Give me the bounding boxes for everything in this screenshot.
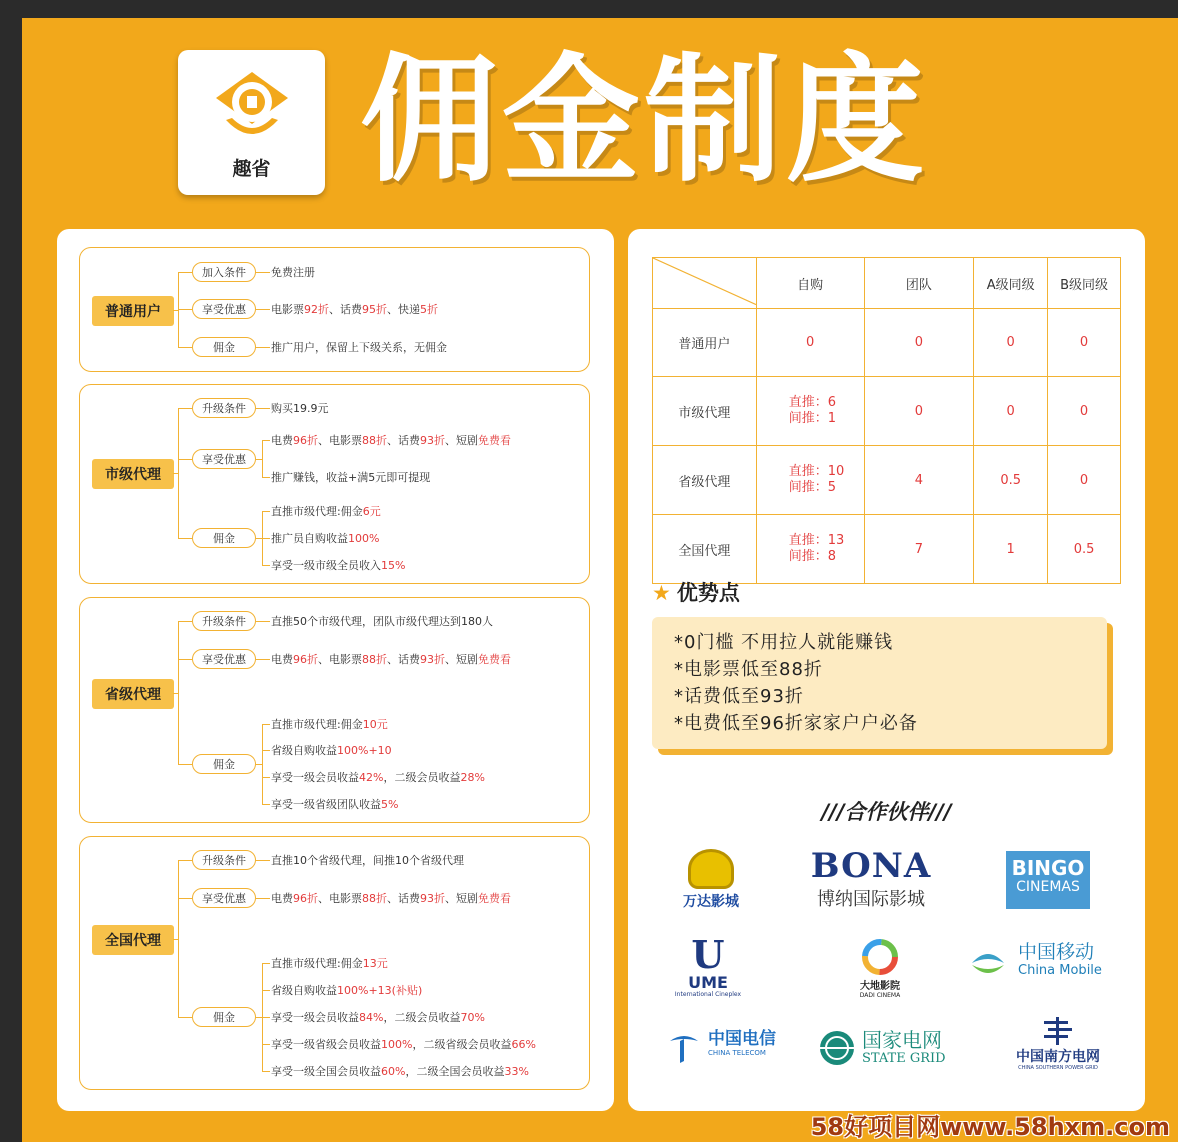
item-text: ，二级省级会员收益 — [412, 1038, 512, 1051]
item-text: 、短剧 — [445, 434, 478, 447]
tree-branch-line — [178, 860, 192, 1017]
state-grid-name: 国家电网 — [862, 1028, 942, 1052]
row-team: 4 — [864, 446, 974, 515]
row-self: 0 — [756, 309, 864, 377]
bona-logo — [806, 847, 936, 911]
highlight-value: 100%+13(补贴) — [337, 984, 423, 997]
china-mobile-name: 中国移动 — [1018, 941, 1095, 963]
row-b: 0.5 — [1048, 515, 1121, 584]
tier-label: 全国代理 — [92, 925, 174, 955]
item-text: 、话费 — [387, 892, 420, 905]
row-b: 0 — [1048, 446, 1121, 515]
tree-branch-line — [178, 408, 192, 538]
benefit-item — [271, 400, 329, 416]
tree-connector — [256, 272, 270, 273]
highlight-value: 96折 — [293, 434, 318, 447]
item-text: 省级自购收益 — [271, 744, 337, 757]
tiers-panel — [57, 229, 614, 1111]
china-southern-grid-sub: CHINA SOUTHERN POWER GRID — [1018, 1065, 1098, 1071]
item-text: 享受一级会员收益 — [271, 771, 359, 784]
tree-connector — [262, 963, 270, 964]
highlight-value: 60% — [381, 1065, 406, 1078]
tree-node: 佣金 — [192, 754, 256, 774]
row-self — [756, 446, 864, 515]
tree-node: 佣金 — [192, 1007, 256, 1027]
dadi-name: 大地影院 — [860, 981, 900, 992]
tier-label: 省级代理 — [92, 679, 174, 709]
tree-connector — [262, 477, 270, 478]
dadi-sub: DADI CINEMA — [859, 992, 901, 999]
benefit-item — [271, 1036, 536, 1052]
bingo-name: BINGO — [1011, 856, 1085, 880]
highlight-value: 6元 — [362, 505, 381, 518]
china-telecom-icon — [666, 1029, 702, 1065]
tree-connector — [262, 804, 270, 805]
tree-connector — [256, 860, 270, 861]
table-row — [653, 309, 1121, 377]
watermark: 58好项目网www.58hxm.com — [810, 1113, 1170, 1141]
item-text: 享受一级会员收益 — [271, 1011, 359, 1024]
tree-connector — [178, 459, 192, 460]
china-mobile-icon — [968, 943, 1008, 983]
direct-value: 直推：13 — [788, 533, 845, 549]
brand-logo — [178, 50, 325, 195]
item-text: 免费注册 — [271, 266, 315, 279]
tree-connector — [262, 1044, 270, 1045]
tier-label: 市级代理 — [92, 459, 174, 489]
highlight-value: 5折 — [420, 303, 438, 316]
benefit-item — [271, 982, 422, 998]
tree-connector — [173, 693, 179, 694]
tree-node: 升级条件 — [192, 398, 256, 418]
row-self — [756, 377, 864, 446]
item-text: 推广赚钱，收益+满5元即可提现 — [271, 471, 431, 484]
china-telecom-sub: CHINA TELECOM — [708, 1049, 766, 1057]
tree-connector — [178, 764, 192, 765]
brand-name: 趣省 — [232, 158, 271, 180]
highlight-value: 96折 — [293, 892, 318, 905]
direct-value: 直推：6 — [788, 395, 836, 411]
star-icon: ★ — [652, 581, 671, 605]
item-text: 享受一级省级团队收益 — [271, 798, 381, 811]
tree-connector — [262, 750, 270, 751]
highlight-value: 100% — [381, 1038, 413, 1051]
item-text: ，二级会员收益 — [383, 1011, 461, 1024]
benefit-item — [271, 301, 438, 317]
state-grid-sub: STATE GRID — [862, 1051, 946, 1066]
tree-connector — [262, 990, 270, 991]
benefit-item — [271, 557, 405, 573]
direct-value: 直推：10 — [788, 464, 845, 480]
row-name: 普通用户 — [653, 309, 757, 377]
china-southern-grid-name: 中国南方电网 — [1016, 1049, 1100, 1065]
highlight-value: 42% — [359, 771, 384, 784]
tree-connector — [262, 538, 270, 539]
tree-connector — [262, 1017, 270, 1018]
table-row — [653, 377, 1121, 446]
highlight-value: 10元 — [362, 718, 388, 731]
tree-connector — [178, 538, 192, 539]
item-text: 、快递 — [387, 303, 420, 316]
tree-node: 佣金 — [192, 337, 256, 357]
highlight-value: 33% — [504, 1065, 529, 1078]
tree-node: 加入条件 — [192, 262, 256, 282]
highlight-value: 13元 — [362, 957, 388, 970]
item-text: 、话费 — [329, 303, 362, 316]
item-text: 电费 — [271, 653, 293, 666]
highlight-value: 28% — [460, 771, 485, 784]
table-corner — [653, 258, 757, 309]
item-text: 、电影票 — [318, 434, 362, 447]
row-self — [756, 515, 864, 584]
highlight-value: 93折 — [420, 653, 445, 666]
row-name: 省级代理 — [653, 446, 757, 515]
highlight-value: 88折 — [362, 434, 387, 447]
benefit-item — [271, 1063, 529, 1079]
row-team: 0 — [864, 377, 974, 446]
item-text: 电费 — [271, 892, 293, 905]
highlight-value: 96折 — [293, 653, 318, 666]
item-text: 、电影票 — [318, 892, 362, 905]
highlight-value: 100%+10 — [337, 744, 392, 757]
tree-connector — [178, 621, 192, 622]
benefit-item — [271, 955, 388, 971]
china-mobile-sub: China Mobile — [1018, 963, 1102, 978]
tree-node: 享受优惠 — [192, 299, 256, 319]
benefit-item — [271, 503, 381, 519]
tree-connector — [262, 724, 270, 725]
item-text: 电费 — [271, 434, 293, 447]
tree-connector — [178, 347, 192, 348]
sub-branch-line — [262, 724, 270, 804]
indirect-value: 间推：5 — [788, 480, 836, 496]
benefit-item — [271, 530, 379, 546]
tree-connector — [173, 473, 179, 474]
highlight-value: 100% — [348, 532, 380, 545]
highlight-value: 免费看 — [478, 892, 511, 905]
item-text: 享受一级省级会员收益 — [271, 1038, 381, 1051]
wanda-name: 万达影城 — [683, 894, 739, 910]
state-grid-logo — [818, 1029, 968, 1066]
item-text: 直推市级代理:佣金 — [271, 957, 363, 970]
tree-connector — [178, 898, 192, 899]
row-a: 0 — [974, 309, 1048, 377]
item-text: 、话费 — [387, 653, 420, 666]
row-a: 1 — [974, 515, 1048, 584]
tree-connector — [256, 659, 270, 660]
highlight-value: 5% — [381, 798, 399, 811]
highlight-value: 免费看 — [478, 653, 511, 666]
tree-connector — [178, 408, 192, 409]
item-text: 、短剧 — [445, 653, 478, 666]
benefit-item — [271, 742, 392, 758]
benefit-item — [271, 890, 511, 906]
item-text: 享受一级市级全员收入 — [271, 559, 381, 572]
item-text: 、话费 — [387, 434, 420, 447]
indirect-value: 间推：8 — [788, 549, 836, 565]
item-text: 直推市级代理:佣金 — [271, 505, 363, 518]
advantages-title — [652, 577, 740, 607]
state-grid-icon — [818, 1029, 856, 1067]
benefit-item — [271, 613, 493, 629]
highlight-value: 免费看 — [478, 434, 511, 447]
tree-connector — [256, 347, 270, 348]
benefit-item — [271, 1009, 485, 1025]
benefit-item — [271, 769, 485, 785]
highlight-value: 15% — [381, 559, 406, 572]
tree-connector — [178, 1017, 192, 1018]
tree-node: 享受优惠 — [192, 649, 256, 669]
tree-connector — [256, 764, 262, 765]
highlight-value: 93折 — [420, 892, 445, 905]
tree-connector — [256, 898, 270, 899]
advantage-item: *话费低至93折 — [674, 686, 804, 707]
tree-branch-line — [178, 621, 192, 764]
advantage-item: *0门槛 不用拉人就能赚钱 — [674, 632, 894, 653]
bona-name: BONA — [810, 846, 932, 886]
bingo-logo — [1006, 851, 1090, 909]
tree-node: 享受优惠 — [192, 888, 256, 908]
partners-title: ///合作伙伴/// — [821, 800, 952, 824]
tree-connector — [178, 309, 192, 310]
indirect-value: 间推：1 — [788, 411, 836, 427]
header-team: 团队 — [864, 258, 974, 309]
tree-connector — [256, 621, 270, 622]
sub-branch-line — [262, 440, 270, 477]
advantage-item: *电费低至96折家家户户必备 — [674, 713, 918, 734]
ume-sub: International Cineplex — [674, 991, 742, 998]
row-name: 市级代理 — [653, 377, 757, 446]
benefit-item — [271, 852, 464, 868]
item-text: ，二级会员收益 — [383, 771, 461, 784]
row-name: 全国代理 — [653, 515, 757, 584]
advantages-title-text: 优势点 — [676, 581, 740, 605]
row-b: 0 — [1048, 377, 1121, 446]
page-title: 佣金制度 — [360, 40, 929, 201]
highlight-value: 66% — [511, 1038, 536, 1051]
highlight-value: 95折 — [362, 303, 387, 316]
tree-connector — [262, 565, 270, 566]
tree-connector — [262, 1071, 270, 1072]
benefit-item — [271, 796, 398, 812]
bona-sub: 博纳国际影城 — [817, 889, 925, 910]
benefit-item — [271, 651, 511, 667]
header-self: 自购 — [756, 258, 864, 309]
summary-panel — [628, 229, 1145, 1111]
china-telecom-logo — [666, 1029, 786, 1057]
row-a: 0.5 — [974, 446, 1048, 515]
table-row — [653, 515, 1121, 584]
highlight-value: 84% — [359, 1011, 384, 1024]
tree-connector — [178, 659, 192, 660]
highlight-value: 93折 — [420, 434, 445, 447]
tree-connector — [178, 860, 192, 861]
item-text: 推广用户，保留上下级关系，无佣金 — [271, 341, 447, 354]
item-text: 省级自购收益 — [271, 984, 337, 997]
row-a: 0 — [974, 377, 1048, 446]
item-text: 直推10个省级代理，间推10个省级代理 — [271, 854, 464, 867]
item-text: 直推市级代理:佣金 — [271, 718, 363, 731]
item-text: 电影票 — [271, 303, 304, 316]
ume-name: UME — [688, 973, 728, 992]
china-mobile-logo — [968, 941, 1108, 978]
tree-connector — [256, 459, 262, 460]
row-b: 0 — [1048, 309, 1121, 377]
tree-connector — [262, 777, 270, 778]
benefit-item — [271, 339, 447, 355]
china-telecom-name: 中国电信 — [708, 1029, 776, 1049]
row-team: 7 — [864, 515, 974, 584]
tree-node: 升级条件 — [192, 611, 256, 631]
item-text: 享受一级全国会员收益 — [271, 1065, 381, 1078]
tree-connector — [262, 440, 270, 441]
highlight-value: 88折 — [362, 892, 387, 905]
benefit-item — [271, 469, 430, 485]
highlight-value: 88折 — [362, 653, 387, 666]
bingo-sub: CINEMAS — [1016, 879, 1080, 895]
item-text: 、电影票 — [318, 653, 362, 666]
table-row — [653, 446, 1121, 515]
item-text: ，二级全国会员收益 — [405, 1065, 505, 1078]
coin-logo-icon — [208, 68, 296, 148]
item-text: 、短剧 — [445, 892, 478, 905]
tree-connector — [173, 939, 179, 940]
item-text: 推广员自购收益 — [271, 532, 348, 545]
dadi-logo — [840, 937, 920, 999]
header-a-level: A级同级 — [974, 258, 1048, 309]
highlight-value: 92折 — [304, 303, 329, 316]
ume-logo: U UME International Cineplex — [668, 935, 748, 998]
tree-connector — [256, 408, 270, 409]
advantage-item: *电影票低至88折 — [674, 659, 823, 680]
province-agent-tier-card — [79, 597, 590, 823]
commission-table — [652, 257, 1121, 584]
china-southern-grid-logo — [998, 1017, 1118, 1071]
header-b-level: B级同级 — [1048, 258, 1121, 309]
wanda-logo — [666, 849, 756, 911]
tree-connector — [178, 272, 192, 273]
advantages-box — [652, 617, 1107, 749]
benefit-item — [271, 432, 511, 448]
china-southern-grid-icon — [1040, 1017, 1076, 1045]
benefit-item — [271, 716, 388, 732]
tree-connector — [262, 511, 270, 512]
benefit-item — [271, 264, 315, 280]
dadi-ring-icon — [860, 937, 900, 977]
item-text: 直推50个市级代理，团队市级代理达到180人 — [271, 615, 493, 628]
tree-node: 佣金 — [192, 528, 256, 548]
tree-connector — [256, 309, 270, 310]
diagonal-line-icon — [653, 258, 757, 305]
row-team: 0 — [864, 309, 974, 377]
highlight-value: 70% — [460, 1011, 485, 1024]
tree-node: 享受优惠 — [192, 449, 256, 469]
tree-node: 升级条件 — [192, 850, 256, 870]
tier-label: 普通用户 — [92, 296, 174, 326]
item-text: 购买19.9元 — [271, 402, 329, 415]
